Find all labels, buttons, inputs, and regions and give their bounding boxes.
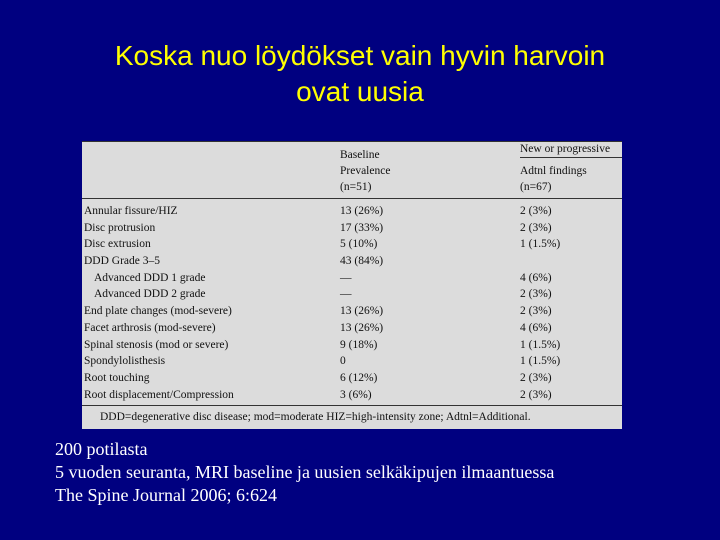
baseline-header-line-2: Prevalence — [340, 165, 391, 177]
table-body — [82, 203, 622, 403]
row-label: Disc extrusion — [84, 238, 151, 251]
row-label: Annular fissure/HIZ — [84, 205, 178, 217]
header-bottom-rule — [82, 198, 622, 199]
table-row — [82, 320, 622, 337]
caption-line-3: The Spine Journal 2006; 6:624 — [55, 485, 277, 505]
adtnl-header-line-2: (n=67) — [520, 181, 552, 193]
adtnl-header-line-1: Adtnl findings — [520, 165, 587, 177]
row-label: Root touching — [84, 371, 150, 384]
row-label: Root displacement/Compression — [84, 388, 234, 401]
row-baseline-value: 3 (6%) — [340, 388, 372, 401]
table-row — [82, 253, 622, 270]
table-row — [82, 353, 622, 370]
row-baseline-value: 13 (26%) — [340, 205, 384, 217]
row-adtnl-value: 1 (1.5%) — [520, 338, 561, 351]
row-baseline-value: 17 (33%) — [340, 221, 384, 234]
row-adtnl-value: 2 (3%) — [520, 305, 552, 318]
row-adtnl-value: 2 (3%) — [520, 371, 552, 384]
table-footnote: DDD=degenerative disc disease; mod=moderate HIZ=high-intensity zone; Adtnl=Additional. — [100, 411, 531, 423]
row-baseline-value: — — [340, 271, 352, 284]
row-label: DDD Grade 3–5 — [84, 255, 161, 268]
row-label: Advanced DDD 1 grade — [94, 271, 206, 284]
row-adtnl-value: 1 (1.5%) — [520, 355, 561, 368]
row-baseline-value: 0 — [340, 355, 346, 368]
row-adtnl-value: 2 (3%) — [520, 221, 552, 234]
row-baseline-value: 43 (84%) — [340, 255, 384, 268]
row-label: End plate changes (mod-severe) — [84, 305, 232, 318]
row-baseline-value: 13 (26%) — [340, 321, 384, 334]
row-label: Spondylolisthesis — [84, 355, 166, 368]
row-adtnl-value: 2 (3%) — [520, 205, 552, 217]
row-adtnl-value: 4 (6%) — [520, 271, 552, 284]
baseline-header-line-3: (n=51) — [340, 181, 372, 193]
table-row — [82, 370, 622, 387]
row-baseline-value: — — [340, 288, 352, 301]
row-baseline-value: 5 (10%) — [340, 238, 378, 251]
table-row — [82, 203, 622, 220]
row-label: Spinal stenosis (mod or severe) — [84, 338, 229, 351]
row-label: Facet arthrosis (mod-severe) — [84, 321, 216, 334]
row-adtnl-value: 4 (6%) — [520, 321, 552, 334]
table-row — [82, 387, 622, 404]
table-row — [82, 270, 622, 287]
table-row — [82, 286, 622, 303]
new-group-header: New or progressive — [520, 143, 611, 155]
table-row — [82, 236, 622, 253]
row-baseline-value: 13 (26%) — [340, 305, 384, 318]
slide-title-line-1: Koska nuo löydökset vain hyvin harvoin — [114, 40, 606, 71]
row-baseline-value: 6 (12%) — [340, 371, 378, 384]
table-row — [82, 220, 622, 237]
table-row — [82, 337, 622, 354]
caption-line-2: 5 vuoden seuranta, MRI baseline ja uusien selkäkipujen ilmaantuessa — [55, 462, 555, 482]
findings-table — [82, 141, 622, 429]
row-adtnl-value: 2 (3%) — [520, 388, 552, 401]
baseline-header-line-1: Baseline — [340, 149, 380, 161]
row-label: Disc protrusion — [84, 221, 156, 234]
table-row — [82, 303, 622, 320]
baseline-header — [340, 147, 390, 195]
row-label: Advanced DDD 2 grade — [94, 288, 206, 301]
slide-title-line-2: ovat uusia — [296, 76, 424, 107]
group-header-rule — [520, 157, 622, 158]
row-baseline-value: 9 (18%) — [340, 338, 378, 351]
row-adtnl-value: 2 (3%) — [520, 288, 552, 301]
row-adtnl-value: 1 (1.5%) — [520, 238, 561, 251]
slide-title — [0, 38, 720, 110]
caption-line-1: 200 potilasta — [55, 439, 148, 459]
slide-caption — [55, 438, 554, 507]
table-bottom-rule — [82, 405, 622, 406]
adtnl-header — [520, 163, 587, 195]
